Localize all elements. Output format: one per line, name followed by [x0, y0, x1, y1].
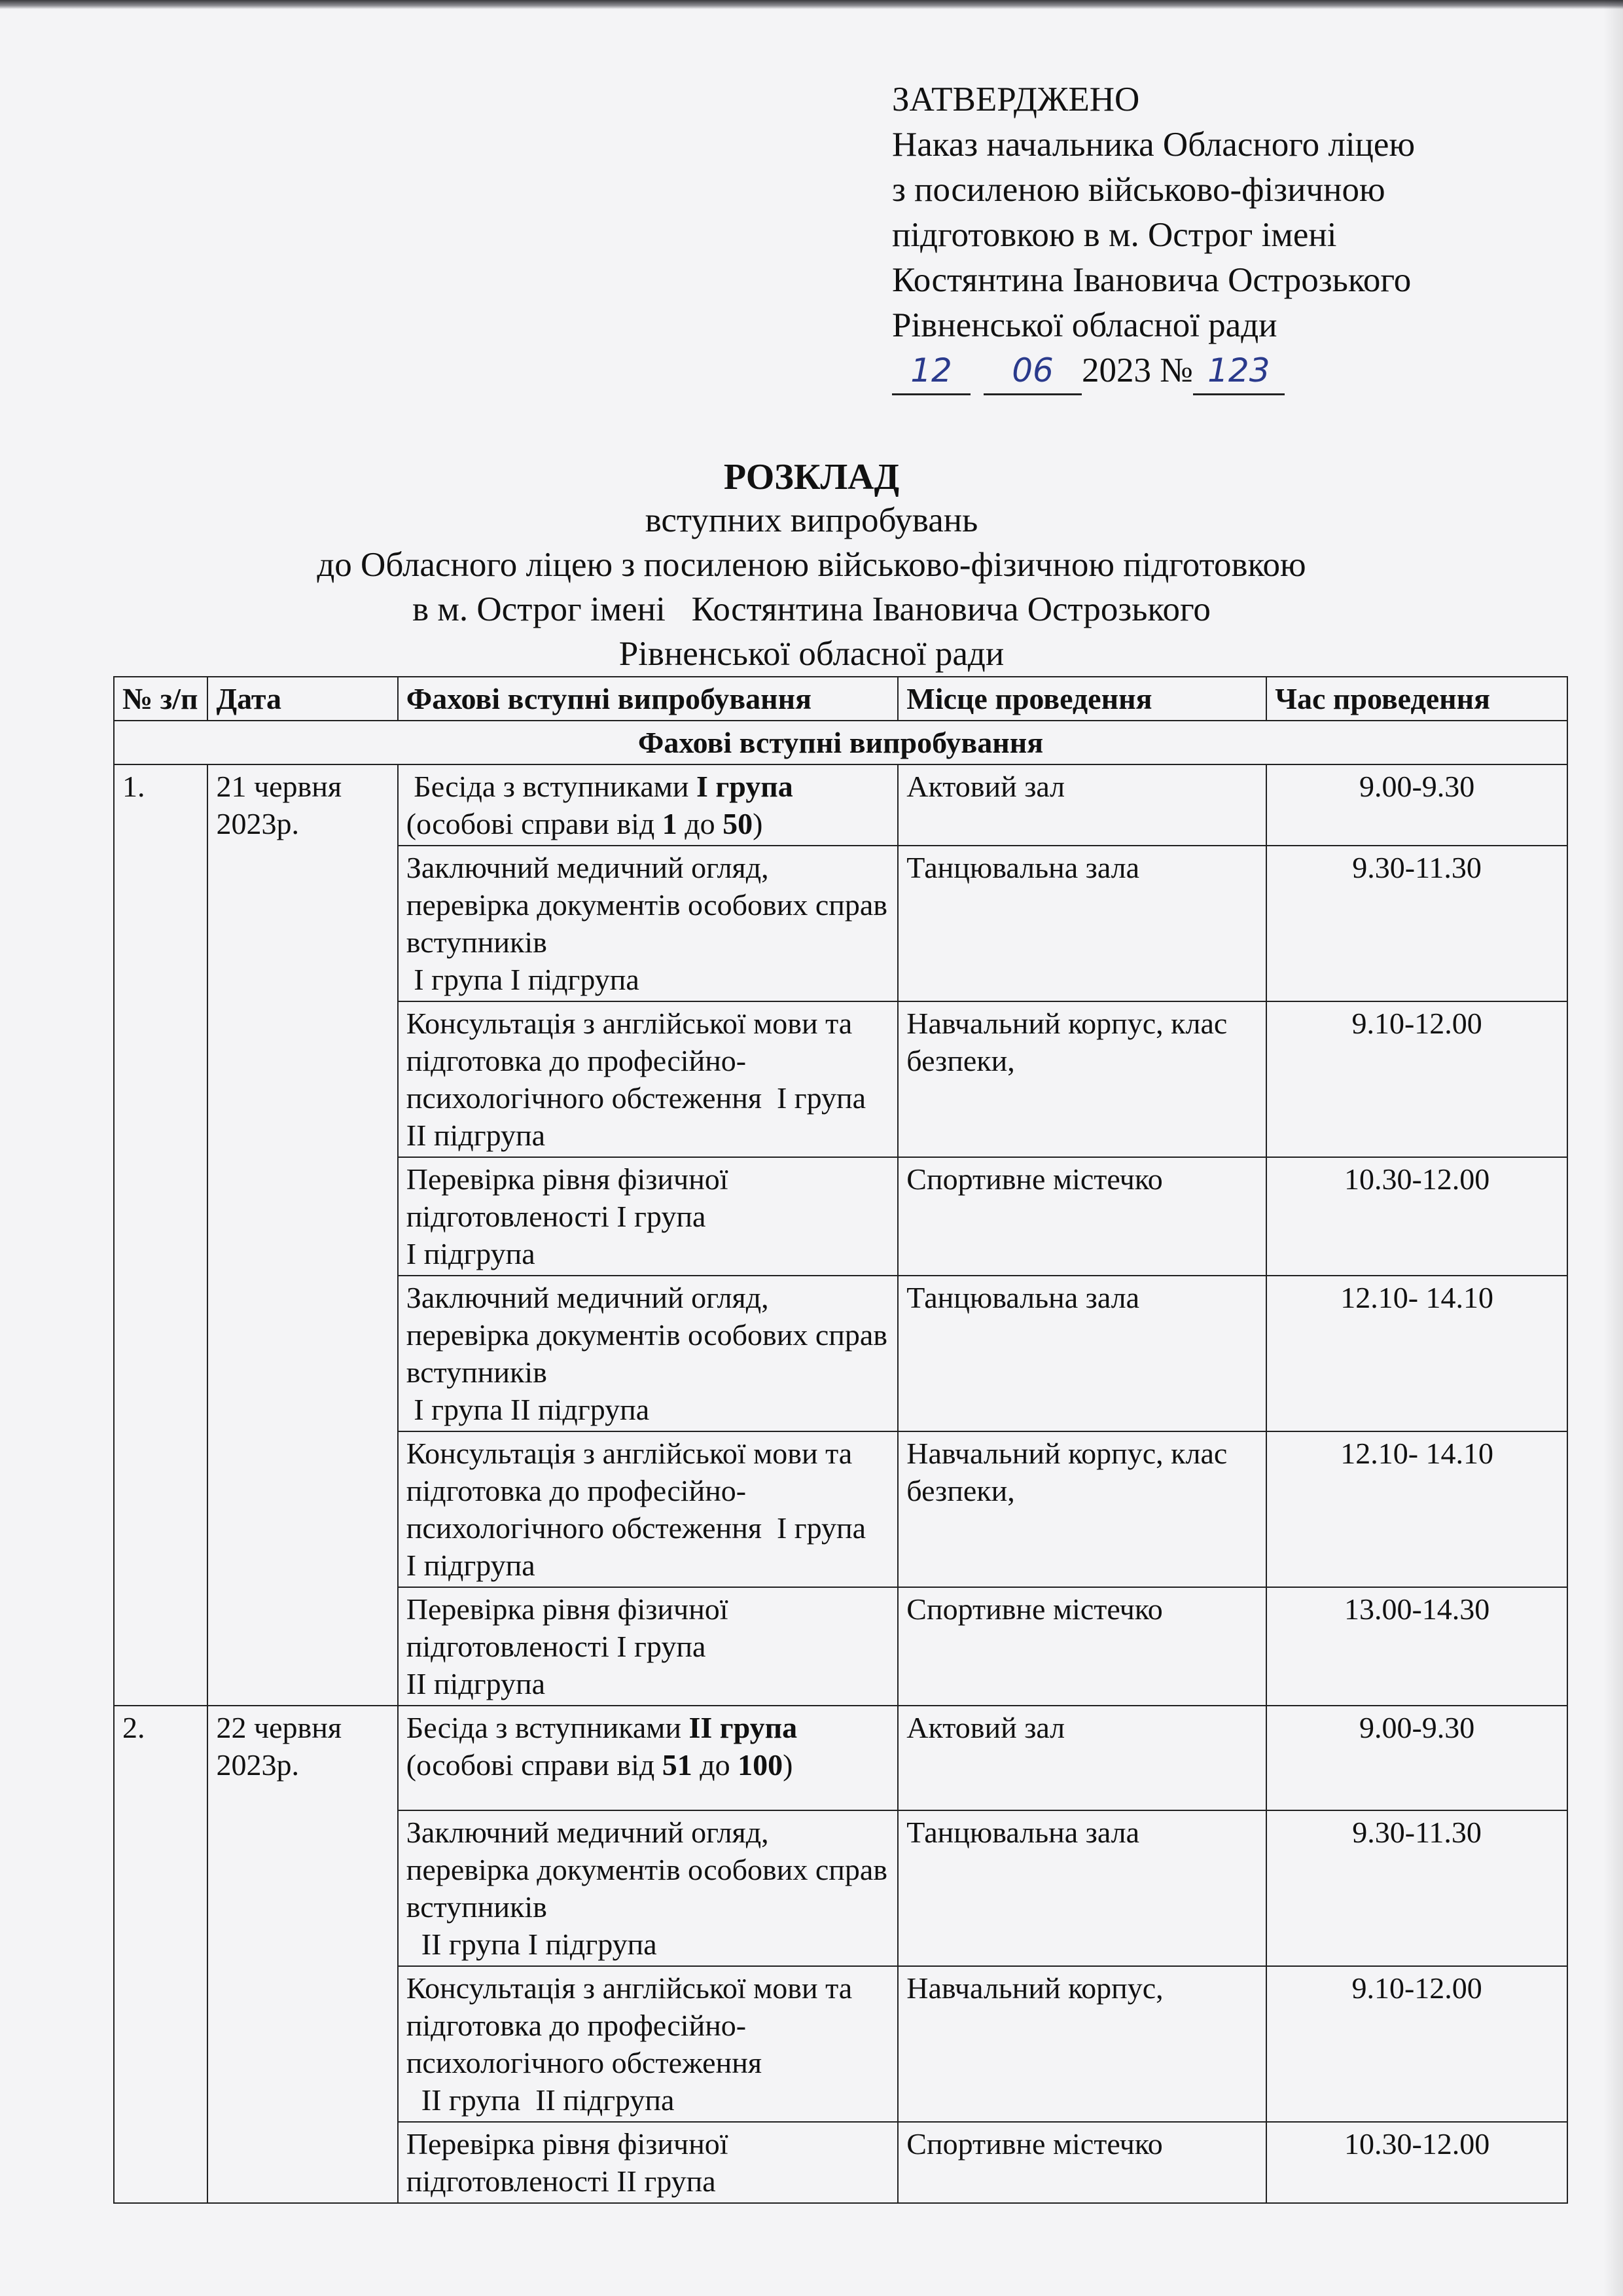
time-cell: 13.00-14.30: [1266, 1587, 1567, 1706]
document-title: [0, 455, 1623, 676]
handwritten-day: 12: [892, 348, 971, 395]
exam-cell: Консультація з англійської мови та підготовка до професійно-психологічного обстеження І група ІІ підгрупа: [398, 1001, 899, 1157]
handwritten-month: 06: [984, 348, 1082, 395]
place-cell: Навчальний корпус,: [898, 1966, 1266, 2122]
exam-range-to: 50: [722, 807, 753, 840]
approval-line: з посиленою військово-фізичною: [892, 171, 1385, 209]
day-date: 22 червня 2023р.: [207, 1706, 397, 2203]
place-cell: Спортивне містечко: [898, 2122, 1266, 2203]
place-cell: Танцювальна зала: [898, 1810, 1266, 1966]
scan-right-shadow: [1603, 0, 1623, 2296]
scan-top-edge: [0, 0, 1623, 9]
time-cell: 9.00-9.30: [1266, 764, 1567, 846]
approval-year-text: 2023 №: [1082, 351, 1193, 389]
table-row: [114, 764, 1567, 846]
day-number: 2.: [114, 1706, 207, 2203]
approval-line: Костянтина Івановича Острозького: [892, 261, 1412, 299]
day-date: 21 червня 2023р.: [207, 764, 397, 1706]
section-row: [114, 721, 1567, 764]
exam-cell: [398, 1706, 899, 1810]
time-cell: 12.10- 14.10: [1266, 1276, 1567, 1431]
approval-block: [892, 77, 1415, 395]
exam-cell: Заключний медичний огляд, перевірка документів особових справ вступників І група ІІ підгрупа: [398, 1276, 899, 1431]
schedule-table: [113, 676, 1568, 2204]
table-row: [114, 1706, 1567, 1810]
header-place: Місце проведення: [898, 677, 1266, 721]
exam-cell: Перевірка рівня фізичної підготовленості ІІ група: [398, 2122, 899, 2203]
exam-cell: Перевірка рівня фізичної підготовленості І група І підгрупа: [398, 1157, 899, 1276]
header-num: № з/п: [114, 677, 207, 721]
time-cell: 9.30-11.30: [1266, 1810, 1567, 1966]
title-line: до Обласного ліцею з посиленою військово-фізичною підготовкою: [317, 546, 1306, 584]
title-line: Рівненської обласної ради: [618, 635, 1005, 673]
exam-cell: Заключний медичний огляд, перевірка документів особових справ вступників І група І підгрупа: [398, 846, 899, 1001]
place-cell: Актовий зал: [898, 764, 1266, 846]
exam-text: до: [692, 1748, 738, 1782]
exam-cell: Консультація з англійської мови та підготовка до професійно-психологічного обстеження І група І підгрупа: [398, 1431, 899, 1587]
approval-heading: ЗАТВЕРДЖЕНО: [892, 81, 1140, 118]
header-time: Час проведення: [1266, 677, 1567, 721]
time-cell: 10.30-12.00: [1266, 1157, 1567, 1276]
exam-cell: Консультація з англійської мови та підготовка до професійно-психологічного обстеження ІІ група ІІ підгрупа: [398, 1966, 899, 2122]
exam-cell: [398, 764, 899, 846]
approval-line: підготовкою в м. Острог імені: [892, 216, 1337, 254]
exam-text: ): [783, 1748, 793, 1782]
section-title: Фахові вступні випробування: [114, 721, 1567, 764]
place-cell: Навчальний корпус, клас безпеки,: [898, 1431, 1266, 1587]
table-header-row: [114, 677, 1567, 721]
exam-range-to: 100: [738, 1748, 783, 1782]
exam-range-from: 1: [662, 807, 677, 840]
exam-cell: Заключний медичний огляд, перевірка документів особових справ вступників ІІ група І підгрупа: [398, 1810, 899, 1966]
handwritten-order-number: 123: [1193, 348, 1285, 395]
time-cell: 9.10-12.00: [1266, 1966, 1567, 2122]
time-cell: 12.10- 14.10: [1266, 1431, 1567, 1587]
place-cell: Танцювальна зала: [898, 846, 1266, 1001]
day-number: 1.: [114, 764, 207, 1706]
place-cell: Навчальний корпус, клас безпеки,: [898, 1001, 1266, 1157]
place-cell: Танцювальна зала: [898, 1276, 1266, 1431]
approval-date-line: [892, 348, 1415, 395]
exam-text: ): [753, 807, 763, 840]
time-cell: 9.30-11.30: [1266, 846, 1567, 1001]
exam-group: І група: [696, 770, 793, 803]
approval-line: Рівненської обласної ради: [892, 306, 1277, 344]
exam-cell: Перевірка рівня фізичної підготовленості І група ІІ підгрупа: [398, 1587, 899, 1706]
place-cell: Спортивне містечко: [898, 1587, 1266, 1706]
exam-text: (особові справи від: [406, 1748, 662, 1782]
approval-line: Наказ начальника Обласного ліцею: [892, 126, 1416, 164]
title-line: в м. Острог імені Костянтина Івановича Острозького: [412, 590, 1211, 628]
header-exam: Фахові вступні випробування: [398, 677, 899, 721]
exam-group: ІІ група: [688, 1711, 798, 1744]
exam-text: Бесіда з вступниками: [406, 1711, 689, 1744]
exam-text: до: [677, 807, 723, 840]
title-line: вступних випробувань: [645, 501, 978, 539]
exam-text: (особові справи від: [406, 807, 662, 840]
exam-range-from: 51: [662, 1748, 692, 1782]
time-cell: 9.10-12.00: [1266, 1001, 1567, 1157]
time-cell: 9.00-9.30: [1266, 1706, 1567, 1810]
place-cell: Спортивне містечко: [898, 1157, 1266, 1276]
time-cell: 10.30-12.00: [1266, 2122, 1567, 2203]
exam-text: Бесіда з вступниками: [406, 770, 696, 803]
place-cell: Актовий зал: [898, 1706, 1266, 1810]
header-date: Дата: [207, 677, 397, 721]
title-main: РОЗКЛАД: [723, 457, 900, 497]
